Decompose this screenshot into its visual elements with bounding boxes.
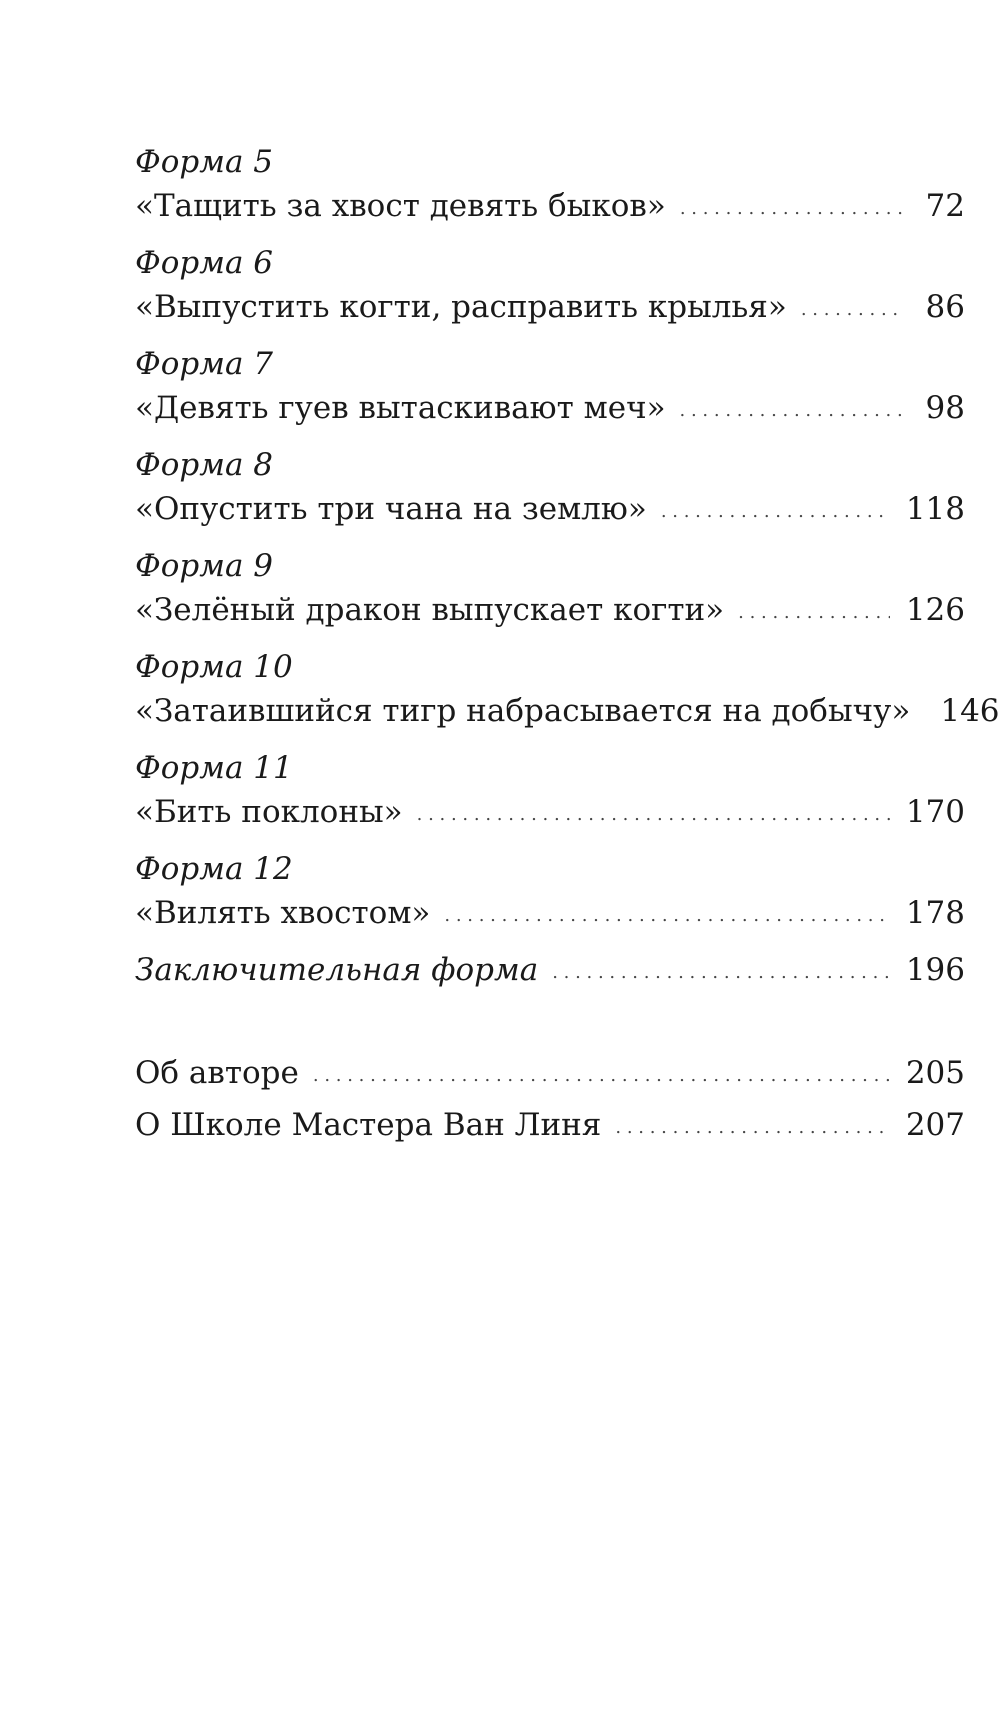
entry-title: «Вилять хвостом» — [135, 895, 431, 931]
entry-title: О Школе Мастера Ван Линя — [135, 1107, 602, 1143]
dot-leader — [313, 1050, 890, 1102]
page-number: 86 — [925, 289, 965, 325]
toc-row[interactable] — [135, 487, 965, 531]
toc-row[interactable] — [135, 285, 965, 329]
toc-row-about-school[interactable] — [135, 1099, 965, 1151]
dot-leader — [738, 591, 890, 635]
page-number: 146 — [940, 693, 1000, 729]
form-label: Форма 5 — [135, 144, 274, 180]
toc-appendix — [135, 1047, 965, 1151]
page-number: 126 — [905, 592, 965, 628]
dot-leader — [801, 288, 903, 332]
page-number: 178 — [905, 895, 965, 931]
dot-leader — [444, 894, 889, 938]
entry-title: «Зелёный дракон выпускает когти» — [135, 592, 725, 628]
dot-leader — [615, 1102, 889, 1154]
dot-leader — [552, 951, 890, 995]
toc-row[interactable] — [135, 790, 965, 834]
toc-row[interactable] — [135, 386, 965, 430]
form-label: Форма 6 — [135, 245, 274, 281]
toc-row[interactable] — [135, 689, 1000, 733]
toc-entry-form-11 — [135, 746, 965, 834]
page-number: 207 — [905, 1107, 965, 1143]
entry-title: Об авторе — [135, 1055, 299, 1091]
page-number: 205 — [905, 1055, 965, 1091]
form-label: Форма 7 — [135, 346, 274, 382]
dot-leader — [661, 490, 890, 534]
toc-entry-form-10 — [135, 645, 1000, 733]
entry-title: «Тащить за хвост девять быков» — [135, 188, 666, 224]
form-label: Форма 10 — [135, 649, 293, 685]
toc-row-about-author[interactable] — [135, 1047, 965, 1099]
form-label: Форма 12 — [135, 851, 293, 887]
page-number: 98 — [925, 390, 965, 426]
toc-entry-form-6 — [135, 241, 965, 329]
toc-row[interactable] — [135, 184, 965, 228]
page-number: 196 — [905, 952, 965, 988]
form-label: Форма 9 — [135, 548, 274, 584]
entry-title: «Опустить три чана на землю» — [135, 491, 647, 527]
entry-title: «Бить поклоны» — [135, 794, 403, 830]
toc-entry-form-8 — [135, 443, 965, 531]
form-label: Форма 11 — [135, 750, 293, 786]
entry-title: «Затаившийся тигр набрасывается на добычу» — [135, 693, 911, 729]
toc-entry-form-7 — [135, 342, 965, 430]
entry-title: «Выпустить когти, расправить крылья» — [135, 289, 787, 325]
toc-entry-form-12 — [135, 847, 965, 935]
toc-entry-final-form — [135, 948, 965, 992]
toc-entry-form-5 — [135, 140, 965, 228]
entry-title: Заключительная форма — [135, 952, 539, 988]
page-number: 72 — [925, 188, 965, 224]
toc-entry-form-9 — [135, 544, 965, 632]
dot-leader — [417, 793, 890, 837]
table-of-contents — [135, 140, 1000, 1151]
entry-title: «Девять гуев вытаскивают меч» — [135, 390, 666, 426]
toc-row[interactable] — [135, 891, 965, 935]
page-number: 170 — [905, 794, 965, 830]
toc-row[interactable] — [135, 588, 965, 632]
dot-leader — [680, 187, 903, 231]
form-label: Форма 8 — [135, 447, 274, 483]
toc-row[interactable] — [135, 948, 965, 992]
dot-leader — [680, 389, 903, 433]
page-number: 118 — [905, 491, 965, 527]
